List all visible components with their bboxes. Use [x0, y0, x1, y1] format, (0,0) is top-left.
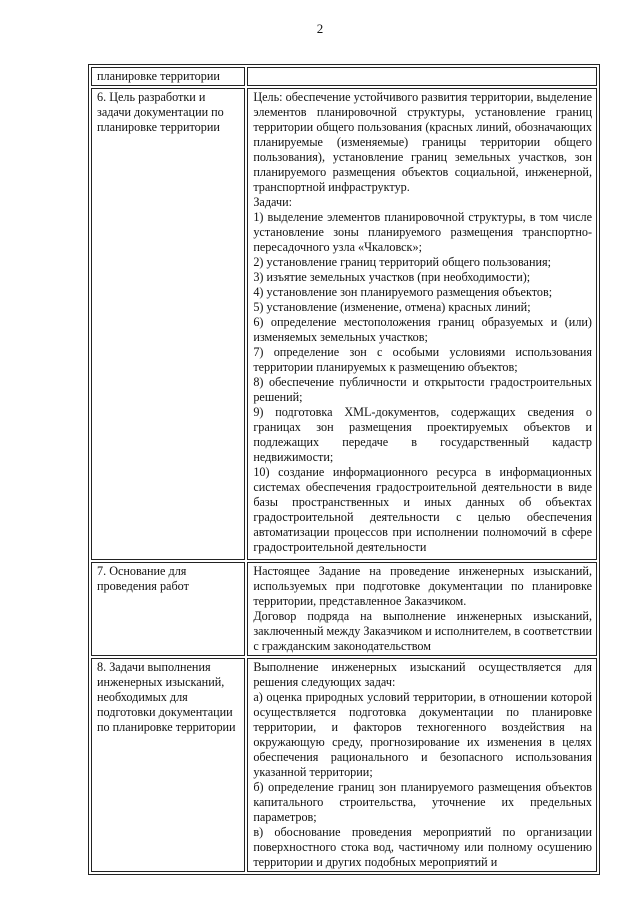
paragraph: а) оценка природных условий территории, в отношении которой осуществляется подготовка документации по планировке территории, и факторов техногенного воздействия на окружающую среду, прогнозирование их изменения в целях обеспечения рационального и безопасного использования указанной территории;: [253, 690, 592, 779]
row-content: [247, 562, 597, 656]
paragraph: 1) выделение элементов планировочной структуры, в том числе установление зоны планируемого размещения транспортно-пересадочного узла «Чкаловск»;: [253, 210, 592, 254]
table-row: [91, 88, 597, 560]
paragraph: б) определение границ зон планируемого размещения объектов капитального строительства, уточнение их предельных параметров;: [253, 780, 592, 824]
paragraph: 8) обеспечение публичности и открытости градостроительных решений;: [253, 375, 592, 404]
paragraph: 9) подготовка XML-документов, содержащих сведения о границах зон размещения проектируемых объектов и подлежащих передаче в государственный кадастр недвижимости;: [253, 405, 592, 464]
paragraph: 10) создание информационного ресурса в информационных системах обеспечения градостроительной деятельности в виде базы пространственных и иных данных об объектах градостроительной деятельности с целью обеспечения автоматизации процессов при исполнении полномочий в сфере градостроительной деятельности: [253, 465, 592, 554]
paragraph: 2) установление границ территорий общего пользования;: [253, 255, 552, 269]
paragraph: 4) установление зон планируемого размещения объектов;: [253, 285, 553, 299]
paragraph: 6) определение местоположения границ образуемых и (или) изменяемых земельных участков;: [253, 315, 592, 344]
paragraph: Выполнение инженерных изысканий осуществляется для решения следующих задач:: [253, 660, 592, 689]
paragraph: 3) изъятие земельных участков (при необходимости);: [253, 270, 531, 284]
row-content: [247, 88, 597, 560]
row-content: [247, 67, 597, 86]
table-row: [91, 67, 597, 86]
row-content: [247, 658, 597, 872]
paragraph: 7) определение зон с особыми условиями использования территории планируемых к размещению объектов;: [253, 345, 592, 374]
document-table: [88, 64, 600, 875]
paragraph: Настоящее Задание на проведение инженерных изысканий, используемых при подготовке документации по планировке территории, представленное Заказчиком.: [253, 564, 592, 608]
paragraph: Договор подряда на выполнение инженерных изысканий, заключенный между Заказчиком и исполнителем, в соответствии с гражданским законодательством: [253, 609, 592, 653]
row-label: 6. Цель разработки и задачи документации по планировке территории: [91, 88, 245, 560]
row-label: планировке территории: [91, 67, 245, 86]
paragraph: Задачи:: [253, 195, 292, 209]
paragraph: 5) установление (изменение, отмена) красных линий;: [253, 300, 531, 314]
paragraph: в) обоснование проведения мероприятий по организации поверхностного стока вод, частичному или полному осушению территории и других подобных мероприятий и: [253, 825, 592, 869]
table-row: [91, 658, 597, 872]
row-label: 7. Основание для проведения работ: [91, 562, 245, 656]
page-number: 2: [316, 21, 324, 36]
table-row: [91, 562, 597, 656]
row-label: 8. Задачи выполнения инженерных изысканий, необходимых для подготовки документации по планировке территории: [91, 658, 245, 872]
paragraph: Цель: обеспечение устойчивого развития территории, выделение элементов планировочной структуры, установление границ территории общего пользования (красных линий, обозначающих планируемые (изменяемые) границы территории общего пользования), установление границ земельных участков, зон планируемого размещения объектов социальной, инженерной, транспортной инфраструктур.: [253, 90, 592, 194]
